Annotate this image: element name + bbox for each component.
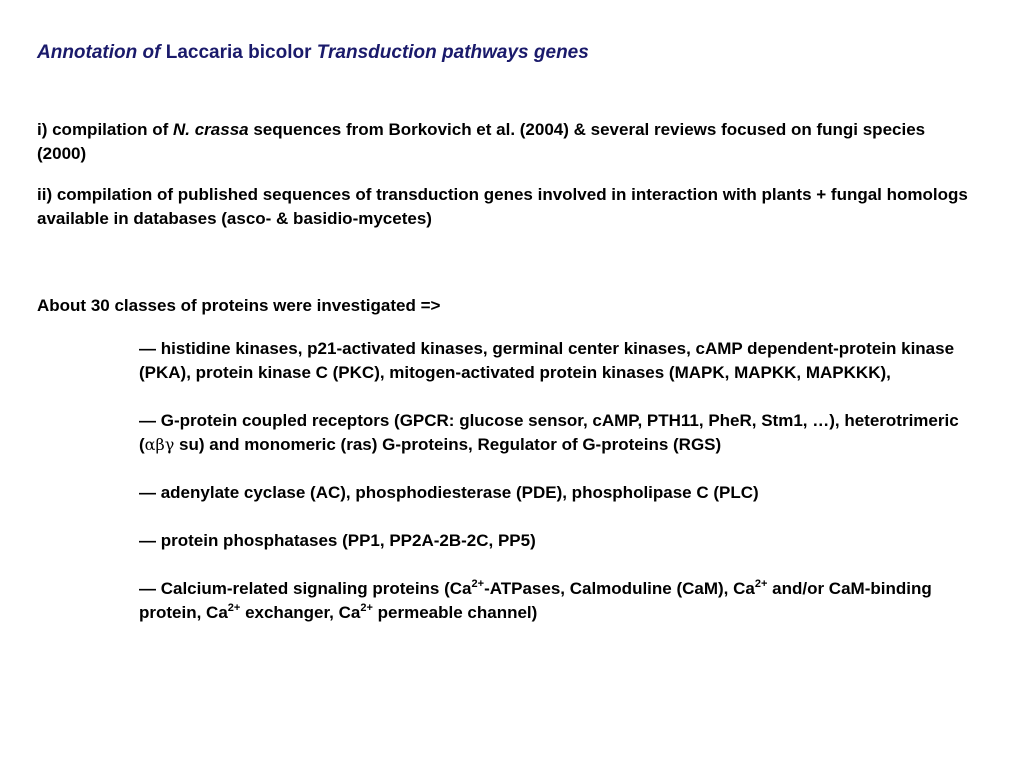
b5-text-a: — Calcium-related signaling proteins (Ca xyxy=(139,579,472,598)
bullet-phosphatases: — protein phosphatases (PP1, PP2A-2B-2C, PP5) xyxy=(139,531,536,550)
b5-text-e: permeable channel) xyxy=(372,603,538,622)
b5-sup-3: 2+ xyxy=(227,602,241,614)
b5-sup-2: 2+ xyxy=(754,578,768,590)
bullet-g-proteins xyxy=(139,409,989,457)
p1-text-a: i) compilation of xyxy=(37,120,173,139)
b5-text-c: and/or CaM-binding protein, Ca xyxy=(139,579,932,622)
paragraph-compilation-ncrassa xyxy=(37,118,977,166)
bullet-kinases: — histidine kinases, p21-activated kinases, germinal center kinases, cAMP dependent-protein kinase (PKA), protein kinase C (PKC), mitogen-activated protein kinases (MAPK, MAPKK, MAPKKK), xyxy=(139,339,955,382)
slide-title xyxy=(37,42,589,64)
b2-text-b: su) and monomeric (ras) G-proteins, Regulator of G-proteins (RGS) xyxy=(174,435,722,454)
p1-species-italic: N. crassa xyxy=(173,120,249,139)
title-part-species: Laccaria bicolor xyxy=(165,42,317,63)
b5-text-d: exchanger, Ca xyxy=(240,603,361,622)
b2-text-a: — G-protein coupled receptors (GPCR: glucose sensor, cAMP, PTH11, PheR, Stm1, …), heterotrimeric ( xyxy=(139,411,959,454)
b5-sup-4: 2+ xyxy=(360,602,373,614)
b5-text-b: -ATPases, Calmoduline (CaM), Ca xyxy=(484,579,755,598)
b2-greek-letters: αβγ xyxy=(144,435,175,454)
paragraph-compilation-published: ii) compilation of published sequences of transduction genes involved in interaction with plants + fungal homologs available in databases (asco- & basidio-mycetes) xyxy=(37,185,968,228)
b5-sup-1: 2+ xyxy=(471,578,485,590)
paragraph-classes-intro: About 30 classes of proteins were investigated => xyxy=(37,296,441,315)
bullet-calcium xyxy=(139,577,989,625)
bullet-cyclase: — adenylate cyclase (AC), phosphodiesterase (PDE), phospholipase C (PLC) xyxy=(139,483,759,502)
title-part-annotation: Annotation of xyxy=(37,42,166,63)
p1-text-b: sequences from Borkovich et al. (2004) & several reviews focused on fungi species (2000) xyxy=(37,120,926,163)
title-part-topic: Transduction pathways genes xyxy=(316,42,589,63)
protein-class-list xyxy=(139,337,989,625)
